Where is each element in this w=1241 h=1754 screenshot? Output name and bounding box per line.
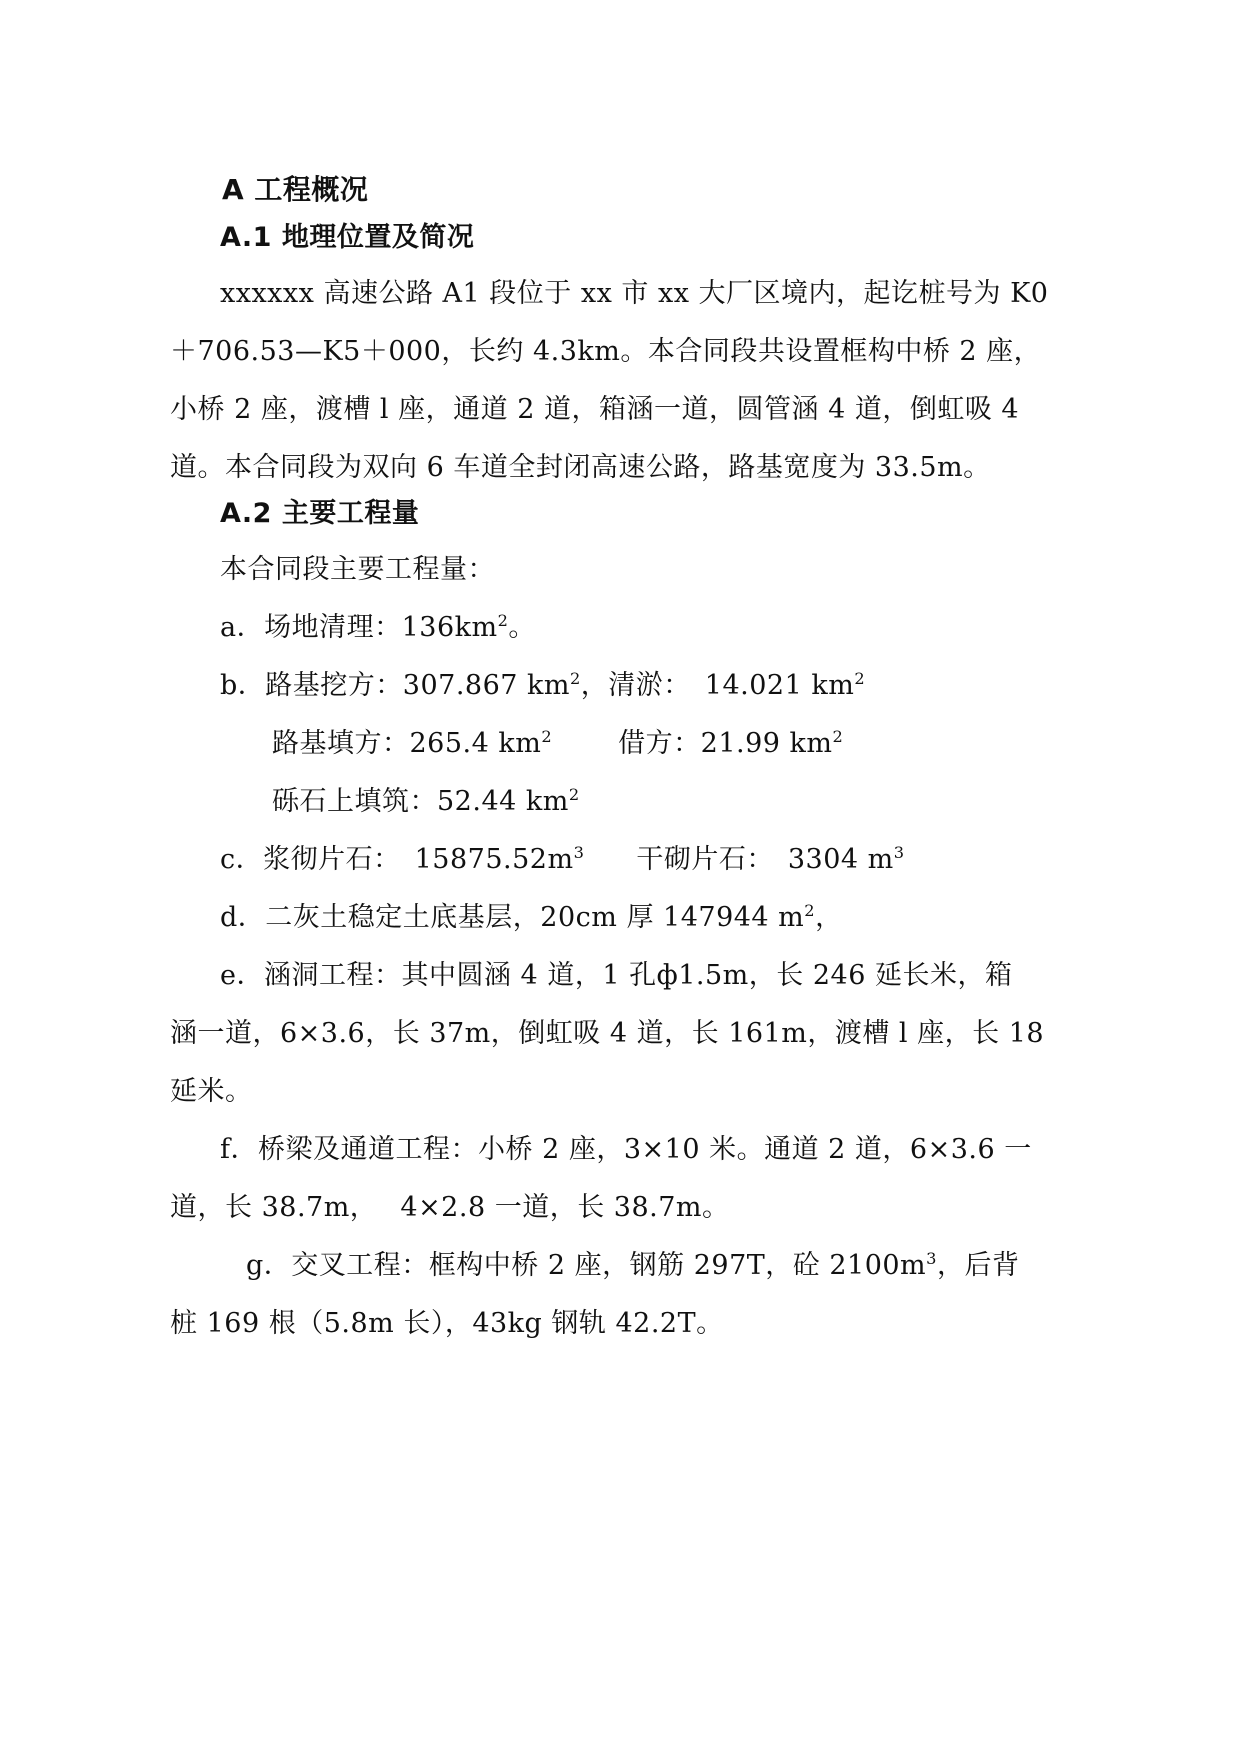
- item-b2-part1: 路基填方：265.4 km: [272, 728, 542, 759]
- item-b-part2: ，清淤： 14.021 km: [580, 670, 855, 701]
- item-c-part1: c．浆彻片石： 15875.52m: [220, 844, 574, 875]
- superscript: 2: [854, 669, 866, 688]
- paragraph-line: 小桥 2 座，渡槽 l 座，通道 2 道，箱涵一道，圆管涵 4 道，倒虹吸 4: [170, 394, 1020, 425]
- item-d: [220, 900, 843, 936]
- item-d-text: d．二灰土稳定土底基层，20cm 厚 147944 m: [220, 902, 805, 933]
- superscript: 2: [569, 669, 581, 688]
- item-b2: [272, 726, 843, 762]
- item-g: [246, 1248, 1019, 1284]
- superscript: 2: [832, 727, 844, 746]
- item-a-tail: 。: [508, 612, 536, 643]
- item-a-text: a．场地清理：136km: [220, 612, 498, 643]
- superscript: 2: [497, 611, 509, 630]
- item-b3-text: 砾石上填筑：52.44 km: [272, 786, 569, 817]
- item-e-line: e．涵洞工程：其中圆涵 4 道，1 孔ф1.5m，长 246 延长米，箱: [220, 960, 1013, 991]
- superscript: 2: [541, 727, 553, 746]
- subsection-title-a1: A.1 地理位置及简况: [220, 222, 475, 253]
- subsection-title-a2: A.2 主要工程量: [220, 498, 420, 529]
- paragraph-line: xxxxxx 高速公路 A1 段位于 xx 市 xx 大厂区境内，起讫桩号为 K0: [220, 278, 1049, 309]
- item-b2-part2: 借方：21.99 km: [618, 728, 833, 759]
- superscript: 2: [568, 785, 580, 804]
- intro-line: 本合同段主要工程量：: [220, 554, 495, 585]
- superscript: 3: [893, 843, 905, 862]
- superscript: 2: [804, 901, 816, 920]
- paragraph-line: ＋706.53—K5＋000，长约 4.3km。本合同段共设置框构中桥 2 座，: [170, 336, 1042, 367]
- item-b: [220, 668, 865, 704]
- item-g-part2: ，后背: [936, 1250, 1020, 1281]
- section-title: A 工程概况: [222, 173, 369, 206]
- paragraph-line: 道。本合同段为双向 6 车道全封闭高速公路，路基宽度为 33.5m。: [170, 452, 991, 483]
- item-e-line: 延米。: [170, 1076, 253, 1107]
- item-b-part1: b．路基挖方：307.867 km: [220, 670, 570, 701]
- item-f-line: f．桥梁及通道工程：小桥 2 座，3×10 米。通道 2 道，6×3.6 一: [220, 1134, 1032, 1165]
- item-b3: [272, 784, 580, 820]
- superscript: 3: [926, 1249, 937, 1268]
- item-c-part2: 干砌片石： 3304 m: [636, 844, 894, 875]
- superscript: 3: [573, 843, 585, 862]
- item-c: [220, 842, 905, 878]
- item-g-part1: g．交叉工程：框构中桥 2 座，钢筋 297T，砼 2100m: [246, 1250, 927, 1281]
- item-a: [220, 610, 536, 646]
- item-g-line2: 桩 169 根（5.8m 长），43kg 钢轨 42.2T。: [170, 1308, 724, 1339]
- item-d-tail: ，: [815, 902, 843, 933]
- item-f-line: 道，长 38.7m， 4×2.8 一道，长 38.7m。: [170, 1192, 730, 1223]
- item-e-line: 涵一道，6×3.6，长 37m，倒虹吸 4 道，长 161m，渡槽 l 座，长 18: [170, 1018, 1045, 1049]
